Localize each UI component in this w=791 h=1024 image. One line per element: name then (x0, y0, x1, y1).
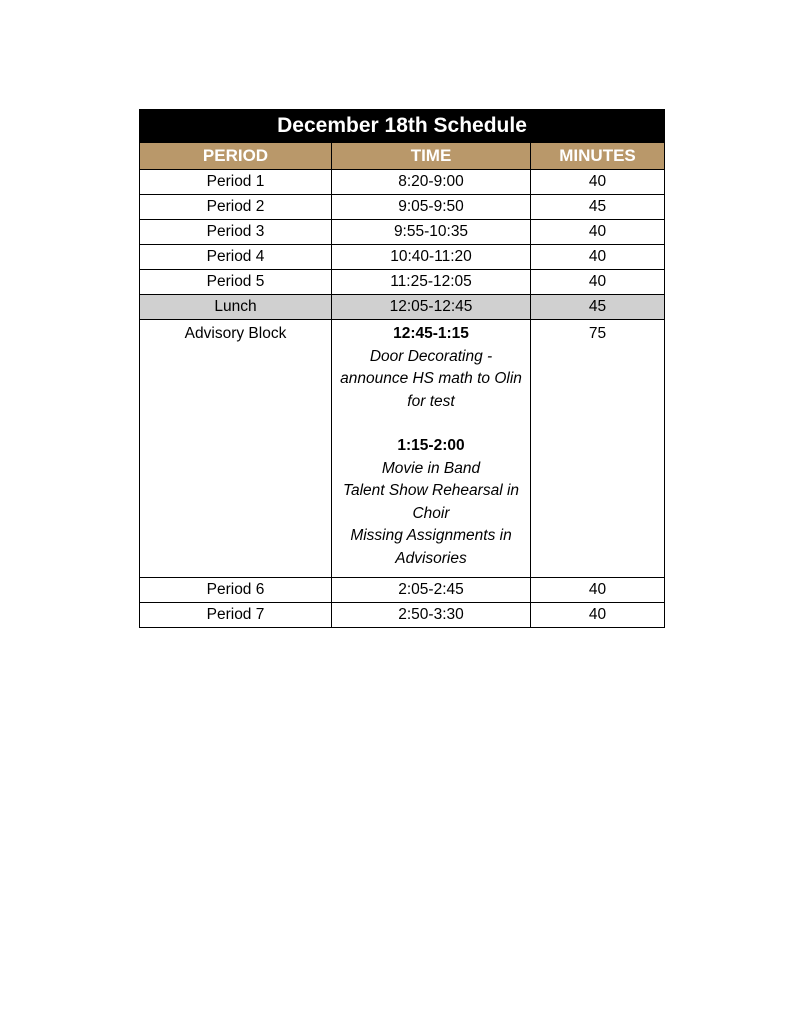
time-cell: 9:05-9:50 (332, 195, 531, 220)
period-cell: Period 4 (140, 245, 332, 270)
period-cell: Period 3 (140, 220, 332, 245)
minutes-cell: 40 (531, 603, 665, 628)
period-cell: Period 6 (140, 578, 332, 603)
time-cell: 12:05-12:45 (332, 295, 531, 320)
time-cell: 2:50-3:30 (332, 603, 531, 628)
time-cell: 9:55-10:35 (332, 220, 531, 245)
advisory-activity-4: Missing Assignments in Advisories (350, 527, 512, 567)
schedule-title: December 18th Schedule (140, 110, 665, 143)
time-cell: 11:25-12:05 (332, 270, 531, 295)
time-cell: 8:20-9:00 (332, 170, 531, 195)
minutes-cell: 40 (531, 245, 665, 270)
minutes-cell: 40 (531, 170, 665, 195)
schedule-table (139, 109, 665, 628)
minutes-cell: 45 (531, 195, 665, 220)
advisory-row (140, 320, 665, 578)
table-row (140, 578, 665, 603)
time-cell: 10:40-11:20 (332, 245, 531, 270)
minutes-cell: 45 (531, 295, 665, 320)
table-row (140, 603, 665, 628)
advisory-time-2: 1:15-2:00 (397, 437, 465, 454)
period-cell (140, 320, 332, 578)
minutes-cell: 40 (531, 220, 665, 245)
advisory-time-1: 12:45-1:15 (393, 325, 469, 342)
table-row (140, 220, 665, 245)
table-row (140, 245, 665, 270)
advisory-activity-3: Talent Show Rehearsal in Choir (342, 482, 520, 522)
period-cell: Lunch (140, 295, 332, 320)
minutes-cell (531, 320, 665, 578)
header-minutes: MINUTES (531, 143, 665, 170)
table-row (140, 170, 665, 195)
period-cell: Period 1 (140, 170, 332, 195)
advisory-minutes: 75 (588, 325, 607, 342)
table-row (140, 270, 665, 295)
period-cell: Period 7 (140, 603, 332, 628)
advisory-label: Advisory Block (184, 325, 287, 342)
table-row (140, 195, 665, 220)
advisory-activity-1: Door Decorating - announce HS math to Olin for test (340, 347, 522, 410)
minutes-cell: 40 (531, 270, 665, 295)
time-cell (332, 320, 531, 578)
time-cell: 2:05-2:45 (332, 578, 531, 603)
lunch-row (140, 295, 665, 320)
header-time: TIME (332, 143, 531, 170)
period-cell: Period 5 (140, 270, 332, 295)
advisory-activity-2: Movie in Band (381, 459, 481, 477)
minutes-cell: 40 (531, 578, 665, 603)
header-period: PERIOD (140, 143, 332, 170)
period-cell: Period 2 (140, 195, 332, 220)
